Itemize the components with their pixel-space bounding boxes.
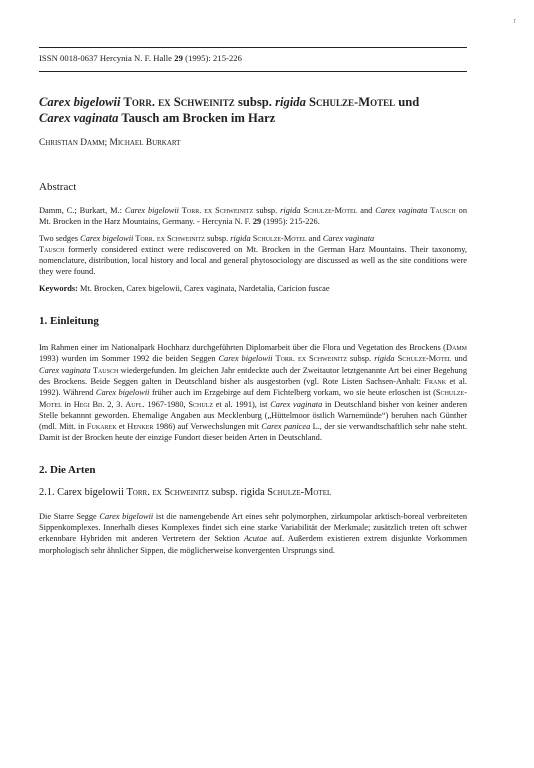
abstract-citation: Damm, C.; Burkart, M.: Carex bigelowii Torr. ex Schweinitz subsp. rigida Schulze-Motel and Carex vaginata Tausch on Mt. Brocken in the Harz Mountains, Germany. - Hercynia N. F. 29 (1995): 215-226. bbox=[39, 206, 467, 227]
section-heading-species: 2. Die Arten bbox=[39, 463, 96, 476]
introduction-paragraph: Im Rahmen einer im Nationalpark Hochharz durchgeführten Diplomarbeit über die Flora und Vegetation des Brockens (Damm 1993) wurden im Sommer 1992 die beiden Seggen Carex bigelowii Torr. ex Schweinitz subsp. rigida Schulze-Motel und Carex vaginata Tausch wiedergefunden. Im gleichen Jahr entdeckte auch der Zweitautor letztgenannte Art bei einer Begehung des Brockens. Beide Seggen galten in Deutschland bisher als ausgestorben (vgl. Rote Listen Sachsen-Anhalt: Frank et al. 1992). Während Carex bigelowii früher auch im Erzgebirge auf dem Fichtelberg vorkam, wo sie heute erloschen ist (Schulze-Motel in Hegi Bd. 2, 3. Aufl. 1967-1980, Schulz et al. 1991), ist Carex vaginata in Deutschland bisher von keiner anderen Stelle bekannnt geworden. Ehemalige Angaben aus Mecklenburg („Hüttelmoor östlich Warnemünde“) beruhen nach Günther (mdl. Mitt. in Fukarek et Henker 1986) auf Verwechslungen mit Carex panicea L., der sie verwandtschaftlich sehr nahe steht. Damit ist der Brocken heute der einzige Fundort dieser beiden Arten in Deutschland. bbox=[39, 343, 468, 443]
corner-mark: r bbox=[513, 16, 516, 25]
paper-title: Carex bigelowii Torr. ex Schweinitz subsp. rigida Schulze-Motel und Carex vaginata Tausch am Brocken im Harz bbox=[39, 95, 420, 125]
journal-header: ISSN 0018-0637 Hercynia N. F. Halle 29 (1995): 215-226 bbox=[39, 53, 242, 63]
species-paragraph: Die Starre Segge Carex bigelowii ist die namengebende Art eines sehr polymorphen, zirkumpolar arktisch-boreal verbreiteten Sippenkomplexes. Innerhalb dieses Komplexes findet sich eine starke Variabilität der Merkmale; zusätzlich treten oft schwer erkennbare Hybriden mit anderen Vertretern der Sektion Acutae auf. Außerdem existieren extrem disjunkte Vorkommen morphologisch sehr ähnlicher Sippen, die möglicherweise konvergenten Ursprungs sind. bbox=[39, 511, 468, 555]
header-rule-top bbox=[39, 47, 467, 48]
keywords: Keywords: Mt. Brocken, Carex bigelowii, Carex vaginata, Nardetalia, Caricion fuscae bbox=[39, 283, 330, 293]
paper-page bbox=[39, 0, 467, 556]
subsection-heading-carex-bigelowii: 2.1. Carex bigelowii Torr. ex Schweinitz subsp. rigida Schulze-Motel bbox=[39, 486, 332, 498]
author-list: Christian Damm; Michael Burkart bbox=[39, 138, 181, 148]
abstract-heading: Abstract bbox=[39, 181, 77, 193]
header-rule-bottom bbox=[39, 71, 467, 72]
section-heading-introduction: 1. Einleitung bbox=[39, 315, 99, 328]
abstract-body: Two sedges Carex bigelowii Torr. ex Schweinitz subsp. rigida Schulze-Motel and Carex vaginata Tausch formerly considered extinct were rediscovered on Mt. Brocken in the German Harz Mountains. Their taxonomy, nomenclature, distribution, local history and local and general phytosociology are discussed as well as the site conditions were they were found. bbox=[39, 233, 467, 277]
